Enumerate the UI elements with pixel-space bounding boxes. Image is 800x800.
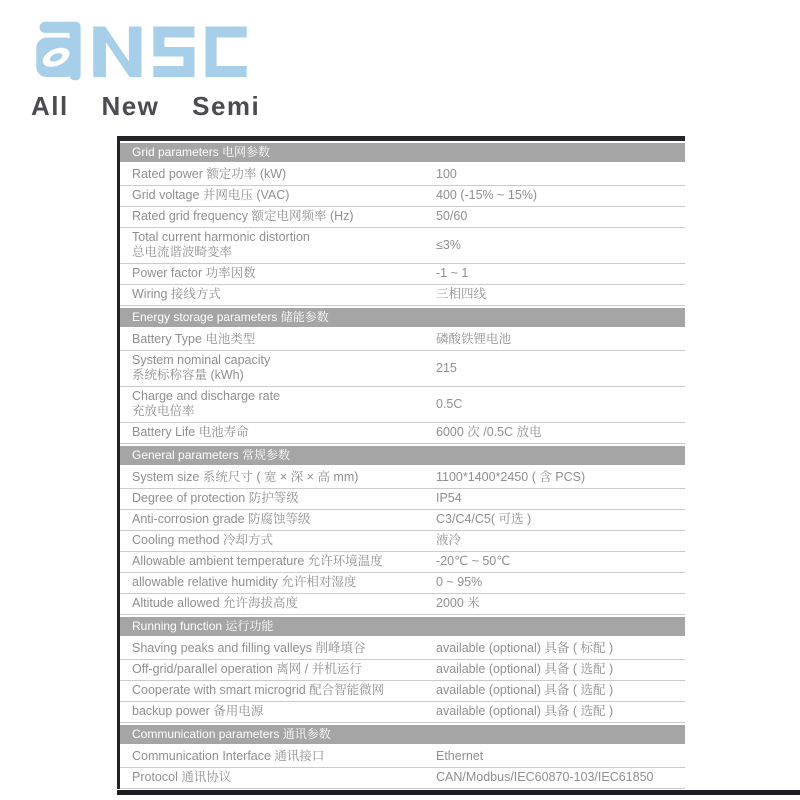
spec-value: 0 ~ 95% bbox=[436, 575, 483, 589]
spec-label: Off-grid/parallel operation 离网 / 并机运行 bbox=[132, 662, 362, 676]
spec-value: 215 bbox=[436, 360, 457, 375]
spec-value: 100 bbox=[436, 167, 457, 181]
section-header: General parameters 常规参数 bbox=[120, 446, 685, 465]
spec-value: 50/60 bbox=[436, 209, 468, 223]
spec-table bbox=[117, 136, 685, 789]
spec-label: Wiring 接线方式 bbox=[132, 287, 221, 301]
spec-label: Allowable ambient temperature 允许环境温度 bbox=[132, 554, 383, 568]
spec-row bbox=[120, 186, 685, 207]
spec-label: Power factor 功率因数 bbox=[132, 266, 256, 280]
spec-label: Rated power 额定功率 (kW) bbox=[132, 167, 287, 181]
spec-row bbox=[120, 510, 685, 531]
spec-row bbox=[120, 594, 685, 615]
spec-value: C3/C4/C5( 可选 ) bbox=[436, 512, 532, 526]
spec-value: CAN/Modbus/IEC60870-103/IEC61850 bbox=[436, 770, 654, 784]
spec-row bbox=[120, 489, 685, 510]
spec-row bbox=[120, 573, 685, 594]
spec-label: Rated grid frequency 额定电网频率 (Hz) bbox=[132, 209, 354, 223]
spec-value: 0.5C bbox=[436, 396, 463, 411]
spec-row bbox=[120, 552, 685, 573]
spec-label: System nominal capacity 系统标称容量 (kWh) bbox=[132, 353, 271, 382]
spec-value: Ethernet bbox=[436, 749, 484, 763]
spec-row bbox=[120, 531, 685, 552]
spec-row bbox=[120, 165, 685, 186]
spec-label: Protocol 通讯协议 bbox=[132, 770, 232, 784]
spec-row bbox=[120, 681, 685, 702]
spec-value: IP54 bbox=[436, 491, 462, 505]
spec-value: 三相四线 bbox=[436, 287, 487, 301]
spec-value: 液冷 bbox=[436, 533, 462, 547]
spec-value: available (optional) 具备 ( 选配 ) bbox=[436, 704, 614, 718]
spec-label: System size 系统尺寸 ( 宽 × 深 × 高 mm) bbox=[132, 470, 359, 484]
spec-label: Battery Type 电池类型 bbox=[132, 332, 256, 346]
spec-value: 6000 次 /0.5C 放电 bbox=[436, 425, 542, 439]
spec-value: 400 (-15% ~ 15%) bbox=[436, 188, 538, 202]
brand-subtitle: All New Semi bbox=[31, 91, 261, 121]
spec-label: Battery Life 电池寿命 bbox=[132, 425, 249, 439]
spec-label: Cooperate with smart microgrid 配合智能微网 bbox=[132, 683, 385, 697]
ansc-logo-icon bbox=[34, 17, 249, 85]
spec-row bbox=[120, 207, 685, 228]
spec-row bbox=[120, 468, 685, 489]
spec-value: available (optional) 具备 ( 选配 ) bbox=[436, 662, 614, 676]
spec-label: Degree of protection 防护等级 bbox=[132, 491, 299, 505]
spec-value: 2000 米 bbox=[436, 596, 480, 610]
spec-label: Total current harmonic distortion 总电流谐波畸变率 bbox=[132, 230, 310, 259]
spec-value: ≤3% bbox=[436, 237, 461, 252]
spec-label: backup power 备用电源 bbox=[132, 704, 264, 718]
spec-row bbox=[120, 768, 685, 789]
bottom-rule bbox=[117, 790, 800, 795]
section-header: Energy storage parameters 储能参数 bbox=[120, 308, 685, 327]
spec-row bbox=[120, 423, 685, 444]
spec-row bbox=[120, 387, 685, 423]
spec-value: available (optional) 具备 ( 标配 ) bbox=[436, 641, 614, 655]
spec-row bbox=[120, 228, 685, 264]
spec-label: Communication Interface 通讯接口 bbox=[132, 749, 325, 763]
spec-label: Cooling method 冷却方式 bbox=[132, 533, 274, 547]
section-header: Grid parameters 电网参数 bbox=[120, 143, 685, 162]
spec-value: 磷酸铁锂电池 bbox=[436, 332, 512, 346]
spec-row bbox=[120, 330, 685, 351]
spec-label: Anti-corrosion grade 防腐蚀等级 bbox=[132, 512, 311, 526]
spec-row bbox=[120, 747, 685, 768]
spec-label: Shaving peaks and filling valleys 削峰填谷 bbox=[132, 641, 366, 655]
section-header: Communication parameters 通讯参数 bbox=[120, 725, 685, 744]
spec-label: Altitude allowed 允许海拔高度 bbox=[132, 596, 299, 610]
spec-value: -20℃ ~ 50℃ bbox=[436, 554, 511, 568]
spec-label: Charge and discharge rate 充放电倍率 bbox=[132, 389, 281, 418]
spec-row bbox=[120, 285, 685, 306]
spec-label: allowable relative humidity 允许相对湿度 bbox=[132, 575, 357, 589]
spec-row bbox=[120, 351, 685, 387]
spec-value: -1 ~ 1 bbox=[436, 266, 469, 280]
spec-row bbox=[120, 702, 685, 723]
spec-label: Grid voltage 并网电压 (VAC) bbox=[132, 188, 290, 202]
section-header: Running function 运行功能 bbox=[120, 617, 685, 636]
spec-row bbox=[120, 264, 685, 285]
spec-value: available (optional) 具备 ( 选配 ) bbox=[436, 683, 614, 697]
spec-row bbox=[120, 639, 685, 660]
spec-row bbox=[120, 660, 685, 681]
spec-value: 1100*1400*2450 ( 含 PCS) bbox=[436, 470, 586, 484]
